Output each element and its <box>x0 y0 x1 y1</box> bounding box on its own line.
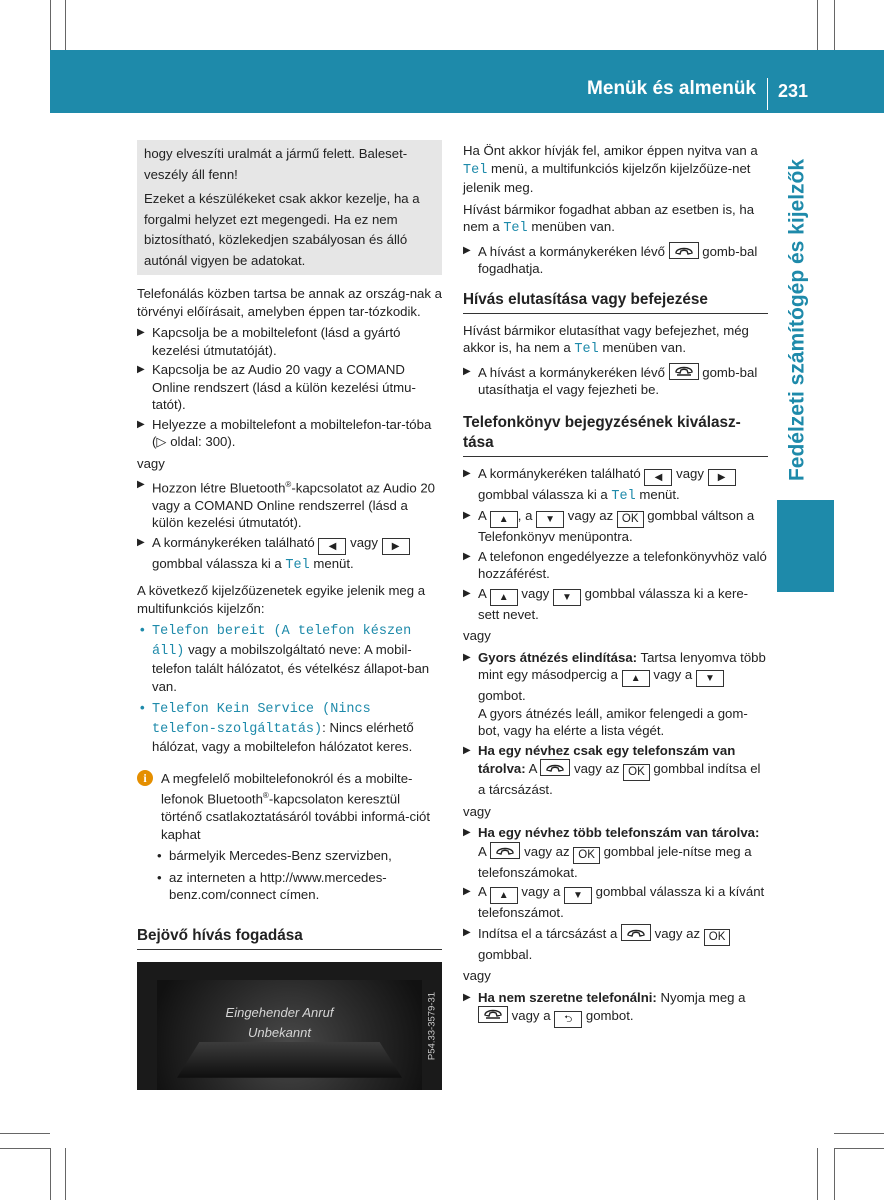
phone-accept-icon[interactable] <box>669 242 699 259</box>
right-column <box>463 142 768 1030</box>
crop-mark <box>834 1148 835 1200</box>
paragraph: Hívást bármikor fogadhat abban az esetben is, ha nem a Tel menüben van. <box>463 201 755 236</box>
ok-key[interactable]: OK <box>573 847 600 864</box>
chapter-title: Fedélzeti számítógép és kijelzők <box>785 158 809 482</box>
ok-key[interactable]: OK <box>704 929 731 946</box>
step-item: ▶ Ha egy névhez több telefonszám van tárolva: A vagy az OK gombbal jele-nítse meg a telefonszámokat. <box>463 824 768 881</box>
step-item: ▶ A hívást a kormánykeréken lévő gomb-bal fogadhatja. <box>463 242 768 278</box>
warning-text: hogy elveszíti uralmát a jármű felett. Baleset-veszély áll fenn! <box>144 146 408 182</box>
header-divider <box>767 78 768 110</box>
down-key[interactable]: ▼ <box>564 887 592 904</box>
phone-accept-icon[interactable] <box>621 924 651 941</box>
crop-mark <box>50 0 51 50</box>
phone-reject-icon[interactable] <box>669 363 699 380</box>
section-heading: Bejövő hívás fogadása <box>137 926 442 950</box>
warning-box <box>137 140 442 275</box>
left-key[interactable]: ◀ <box>318 538 346 555</box>
list-item: • az interneten a http://www.mercedes-benz.com/connect címen. <box>137 869 442 904</box>
list-item: • Telefon bereit (A telefon készen áll) vagy a mobilszolgáltató neve: A mobil-telefon talált hálózatot, és vételkész állapot-ban van. <box>137 621 442 695</box>
step-item: ▶ A ▲ , a ▼ vagy az OK gombbal váltson a Telefonkönyv menüpontra. <box>463 507 768 546</box>
chapter-tab <box>777 500 834 592</box>
warning-text: Ezeket a készülékeket csak akkor kezelje, ha a forgalmi helyzet ezt megengedi. Ha ez nem biztosítható, közlekedjen szabályosan és álló autónál vigyen be adatokat. <box>144 191 420 268</box>
up-key[interactable]: ▲ <box>490 511 518 528</box>
step-item: ▶ A hívást a kormánykeréken lévő gomb-bal utasíthatja el vagy fejezheti be. <box>463 363 768 399</box>
step-item: ▶ Ha nem szeretne telefonálni: Nyomja meg a vagy a ⮌ gombot. <box>463 989 768 1029</box>
up-key[interactable]: ▲ <box>622 670 650 687</box>
crop-mark <box>817 0 818 50</box>
ok-key[interactable]: OK <box>623 764 650 781</box>
step-item: ▶ A ▲ vagy a ▼ gombbal válassza ki a kívánt telefonszámot. <box>463 883 768 922</box>
left-column <box>137 142 442 1090</box>
crop-mark <box>834 1133 884 1134</box>
step-item: ▶ A kormánykeréken található ◀ vagy ▶ gombbal válassza ki a Tel menüt. <box>137 534 442 575</box>
list-item: • Telefon Kein Service (Nincs telefon-szolgáltatás): Nincs elérhető hálózat, vagy a mobiltelefon hálózatot keres. <box>137 699 442 756</box>
down-key[interactable]: ▼ <box>696 670 724 687</box>
crop-mark <box>0 1133 50 1134</box>
step-item: ▶ A ▲ vagy ▼ gombbal válassza ki a kere-sett nevet. <box>463 585 768 624</box>
ok-key[interactable]: OK <box>617 511 644 528</box>
up-key[interactable]: ▲ <box>490 887 518 904</box>
section-heading: Telefonkönyv bejegyzésének kiválasz-tása <box>463 413 768 457</box>
right-key[interactable]: ▶ <box>382 538 410 555</box>
step-item: ▶ Gyors átnézés elindítása: Tartsa lenyomva több mint egy másodpercig a ▲ vagy a ▼ gombot. A gyors átnézés leáll, amikor felengedi a gom-bot, vagy ha elérte a lista végét. <box>463 649 768 740</box>
phone-accept-icon[interactable] <box>540 759 570 776</box>
or-text: vagy <box>463 968 491 983</box>
display-line: Eingehender Anruf <box>225 1004 334 1020</box>
or-text: vagy <box>463 628 491 643</box>
photo-code: P54.33-3579-31 <box>426 991 438 1060</box>
paragraph: Ha Önt akkor hívják fel, amikor éppen nyitva van a Tel menü, a multifunkciós kijelzőn kijelzőüze-net jelenik meg. <box>463 143 758 195</box>
paragraph: Hívást bármikor elutasíthat vagy befejezhet, még akkor is, ha nem a Tel menüben van. <box>463 322 749 357</box>
step-item: ▶ Indítsa el a tárcsázást a vagy az OK gombbal. <box>463 924 768 964</box>
crop-mark <box>834 0 835 50</box>
up-key[interactable]: ▲ <box>490 589 518 606</box>
phone-reject-icon[interactable] <box>478 1006 508 1023</box>
crop-mark <box>834 1148 884 1149</box>
step-item: ▶ A telefonon engedélyezze a telefonkönyvhöz való hozzáférést. <box>463 548 768 583</box>
crop-mark <box>817 1148 818 1200</box>
crop-mark <box>65 1148 66 1200</box>
back-key[interactable]: ⮌ <box>554 1011 582 1028</box>
step-item: ▶ Ha egy névhez csak egy telefonszám van tárolva: A vagy az OK gombbal indítsa el a tárcsázást. <box>463 742 768 799</box>
step-item: ▶ A kormánykeréken található ◀ vagy ▶ gombbal válassza ki a Tel menüt. <box>463 465 768 506</box>
crop-mark <box>65 0 66 50</box>
step-item: ▶ Kapcsolja be a mobiltelefont (lásd a gyártó kezelési útmutatóját). <box>137 324 442 359</box>
display-line: Unbekannt <box>248 1024 311 1040</box>
crop-mark <box>50 1148 51 1200</box>
display-photo <box>137 962 442 1090</box>
menu-name: Tel <box>285 557 310 573</box>
or-text: vagy <box>137 455 165 471</box>
page-header <box>50 50 884 113</box>
chapter-sidebar <box>777 150 817 490</box>
down-key[interactable]: ▼ <box>536 511 564 528</box>
crop-mark <box>0 1148 50 1149</box>
right-key[interactable]: ▶ <box>708 469 736 486</box>
page-number: 231 <box>777 81 808 101</box>
step-note: A gyors átnézés leáll, amikor felengedi a gom-bot, vagy ha elérte a lista végét. <box>478 705 748 738</box>
section-title: Menük és almenük <box>587 78 756 99</box>
info-note: i A megfelelő mobiltelefonokról és a mobilte-lefonok Bluetooth®-kapcsolaton keresztül történő csatlakoztatásáról további informá-ciót kaphat <box>137 770 442 843</box>
phone-accept-icon[interactable] <box>490 842 520 859</box>
paragraph: Telefonálás közben tartsa be annak az ország-nak a törvényi előírásait, amelyben éppen tar-tózkodik. <box>137 286 442 319</box>
or-text: vagy <box>463 803 491 819</box>
step-item: ▶ Kapcsolja be az Audio 20 vagy a COMAND Online rendszert (lásd a külön kezelési útmu-tatót). <box>137 361 442 414</box>
down-key[interactable]: ▼ <box>553 589 581 606</box>
step-item: ▶ Helyezze a mobiltelefont a mobiltelefon-tar-tóba (▷ oldal: 300). <box>137 416 442 451</box>
list-item: • bármelyik Mercedes-Benz szervizben, <box>137 847 442 865</box>
info-icon: i <box>137 770 153 786</box>
step-item: ▶ Hozzon létre Bluetooth®-kapcsolatot az Audio 20 vagy a COMAND Online rendszerrel (lásd a külön kezelési útmutatót). <box>137 476 442 532</box>
left-key[interactable]: ◀ <box>644 469 672 486</box>
paragraph: A következő kijelzőüzenetek egyike jelenik meg a multifunkciós kijelzőn: <box>137 583 426 616</box>
section-heading: Hívás elutasítása vagy befejezése <box>463 290 768 314</box>
